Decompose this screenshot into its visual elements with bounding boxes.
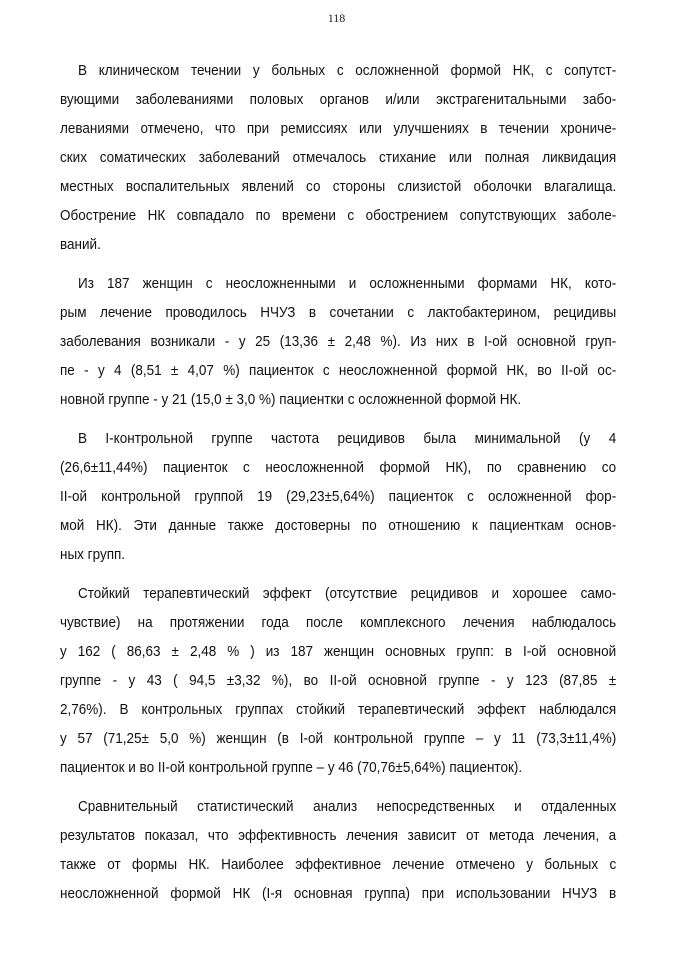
text-line: пациенток и во II-ой контрольной группе – у 46 (70,76±5,64%) пациенток).	[60, 759, 523, 776]
text-line: Из 187 женщин с неосложненными и осложненными формами НК, кото-	[78, 275, 617, 292]
paragraph	[60, 56, 616, 259]
text-line: Обострение НК совпадало по времени с обострением сопутствующих заболе-	[60, 207, 617, 224]
text-line: чувствие) на протяжении года после комплексного лечения наблюдалось	[60, 614, 617, 631]
text-line: ских соматических заболеваний отмечалось стихание или полная ликвидация	[60, 149, 617, 166]
text-line: ных групп.	[60, 546, 126, 563]
text-line: леваниями отмечено, что при ремиссиях или улучшениях в течении хрониче-	[60, 120, 617, 137]
paragraph	[60, 424, 616, 569]
paragraph	[60, 269, 616, 414]
text-line: рым лечение проводилось НЧУЗ в сочетании с лактобактерином, рецидивы	[60, 304, 617, 321]
paragraph	[60, 579, 616, 782]
text-line: пе - у 4 (8,51 ± 4,07 %) пациенток с неосложненной формой НК, во II-ой ос-	[60, 362, 617, 379]
text-line: результатов показал, что эффективность лечения зависит от метода лечения, а	[60, 827, 617, 844]
text-line: группе - у 43 ( 94,5 ±3,32 %), во II-ой основной группе - у 123 (87,85 ±	[60, 672, 617, 689]
text-line: Сравнительный статистический анализ непосредственных и отдаленных	[78, 798, 617, 815]
text-line: у 162 ( 86,63 ± 2,48 % ) из 187 женщин основных групп: в I-ой основной	[60, 643, 617, 660]
text-line: у 57 (71,25± 5,0 %) женщин (в I-ой контрольной группе – у 11 (73,3±11,4%)	[60, 730, 617, 747]
text-line: В клиническом течении у больных с осложненной формой НК, с сопутст-	[78, 62, 617, 79]
text-line: II-ой контрольной группой 19 (29,23±5,64%) пациенток с осложненной фор-	[60, 488, 617, 505]
text-line: новной группе - у 21 (15,0 ± 3,0 %) пациентки с осложненной формой НК.	[60, 391, 522, 408]
text-line: заболевания возникали - у 25 (13,36 ± 2,48 %). Из них в I-ой основной груп-	[60, 333, 617, 350]
text-line: Стойкий терапевтический эффект (отсутствие рецидивов и хорошее само-	[78, 585, 617, 602]
document-body	[60, 56, 616, 908]
page-number: 118	[327, 11, 346, 25]
text-line: ваний.	[60, 236, 101, 253]
text-line: также от формы НК. Наиболее эффективное лечение отмечено у больных с	[60, 856, 617, 873]
text-line: неосложненной формой НК (I-я основная группа) при использовании НЧУЗ в	[60, 885, 617, 902]
text-line: вующими заболеваниями половых органов и/или экстрагенитальными забо-	[60, 91, 617, 108]
text-line: мой НК). Эти данные также достоверны по отношению к пациенткам основ-	[60, 517, 617, 534]
paragraph	[60, 792, 616, 908]
text-line: 2,76%). В контрольных группах стойкий терапевтический эффект наблюдался	[60, 701, 617, 718]
text-line: (26,6±11,44%) пациенток с неосложненной формой НК), по сравнению со	[60, 459, 617, 476]
text-line: местных воспалительных явлений со стороны слизистой оболочки влагалища.	[60, 178, 617, 195]
text-line: В I-контрольной группе частота рецидивов была минимальной (у 4	[78, 430, 617, 447]
